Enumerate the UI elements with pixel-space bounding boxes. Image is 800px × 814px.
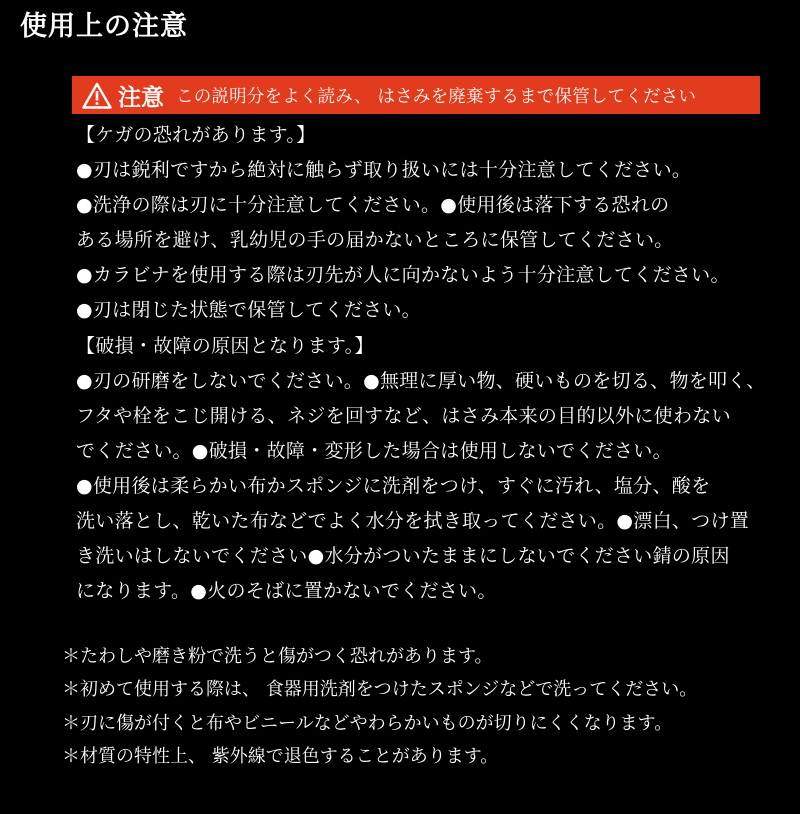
section-heading-injury: 【ケガの恐れがあります。】: [76, 124, 316, 146]
body-line: き洗いはしないでください●水分がついたままにしないでください錆の原因: [76, 545, 730, 568]
warning-triangle-icon: [82, 82, 112, 109]
body-line: になります。●火のそばに置かないでください。: [76, 580, 497, 603]
note-item: ＊初めて使用する際は、 食器用洗剤をつけたスポンジなどで洗ってください。: [62, 679, 698, 701]
banner-text: この説明分をよく読み、 はさみを廃棄するまで保管してください: [176, 86, 697, 107]
body-line: でください。●破損・故障・変形した場合は使用しないでください。: [76, 439, 672, 462]
caution-banner: [72, 76, 760, 114]
note-item: ＊刃に傷が付くと布やビニールなどやわらかいものが切りにくくなります。: [62, 712, 673, 734]
note-item: ＊たわしや磨き粉で洗うと傷がつく恐れがあります。: [62, 646, 493, 667]
note-item: ＊材質の特性上、 紫外線で退色することがあります。: [62, 745, 499, 767]
banner-label: 注意: [118, 84, 164, 111]
body-line: ●刃は鋭利ですから絶対に触らず取り扱いには十分注意してください。: [76, 159, 692, 182]
caution-body: [76, 118, 788, 609]
body-line: ある場所を避け、乳幼児の手の届かないところに保管してください。: [76, 229, 674, 252]
body-line: ●カラビナを使用する際は刃先が人に向かないよう十分注意してください。: [76, 264, 730, 287]
body-line: ●刃は閉じた状態で保管してください。: [76, 299, 421, 322]
section-heading-damage: 【破損・故障の原因となります。】: [76, 334, 374, 357]
body-line: ●刃の研磨をしないでください。●無理に厚い物、硬いものを切る、物を叩く、: [76, 369, 766, 392]
body-line: 洗い落とし、乾いた布などでよく水分を拭き取ってください。●漂白、つけ置: [76, 510, 750, 533]
body-line: フタや栓をこじ開ける、ネジを回すなど、はさみ本来の目的以外に使わない: [76, 404, 731, 427]
page-title: 使用上の注意: [20, 11, 188, 42]
body-line: ●使用後は柔らかい布かスポンジに洗剤をつけ、すぐに汚れ、塩分、酸を: [76, 474, 711, 497]
notes-list: [62, 640, 782, 773]
body-line: ●洗浄の際は刃に十分注意してください。●使用後は落下する恐れの: [76, 194, 670, 217]
